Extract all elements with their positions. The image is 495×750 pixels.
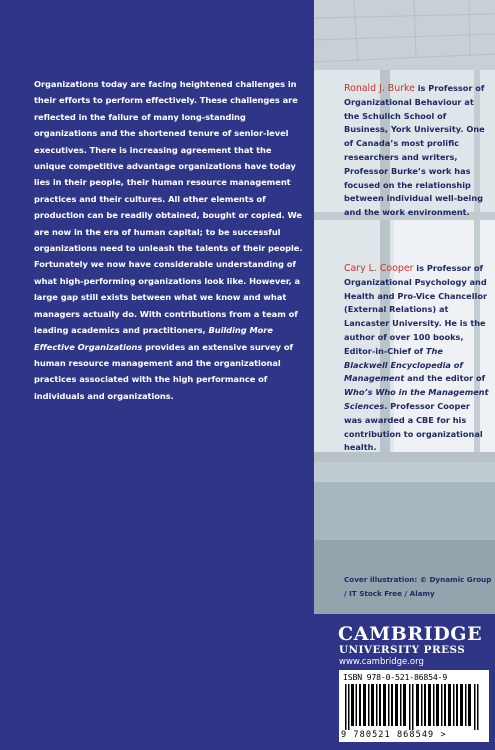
author-name-cooper: Cary L. Cooper — [344, 263, 414, 274]
author-bio-text: and the editor of — [404, 373, 486, 384]
book-title-italic: Who’s Who in the Management Sciences — [344, 387, 489, 411]
author-bio-text: . Professor Cooper was awarded a CBE for his contribution to organizational health. — [344, 400, 483, 453]
author-bio-burke — [344, 82, 489, 220]
barcode-box — [339, 670, 489, 742]
barcode-digits: 9 780521 868549 > — [341, 730, 447, 740]
publisher-url: www.cambridge.org — [339, 657, 424, 667]
book-title-italic: Building More Effective Organizations — [34, 325, 273, 352]
cover-photo-panel — [314, 0, 495, 614]
book-title-italic: The Blackwell Encyclopedia of Management — [344, 345, 463, 384]
isbn-label: ISBN 978-0-521-86854-9 — [343, 672, 448, 682]
cover-illustration-credit: Cover illustration: © Dynamic Group / IT Stock Free / Alamy — [344, 575, 492, 598]
description-text-end: provides an extensive survey of human resource management and the organizational practices associated with the high performance of individuals and organizations. — [34, 341, 294, 401]
publisher-name: CAMBRIDGE — [338, 623, 483, 645]
book-description — [34, 76, 306, 404]
barcode-icon — [345, 684, 483, 730]
author-bio-text: is Professor of Organizational Psychology and Health and Pro-Vice Chancellor (External Relations) at Lancaster University. He is the author of over 100 books, Editor-in-Chief of — [344, 263, 487, 356]
author-bio-cooper — [344, 262, 489, 455]
publisher-subtitle: UNIVERSITY PRESS — [339, 644, 466, 656]
author-bio-text: is Professor of Organizational Behaviour at the Schulich School of Business, York University. One of Canada’s most prolific researchers and writers, Professor Burke’s work has focused on the relationship between individual well-being and the work environment. — [344, 83, 485, 218]
description-text: Organizations today are facing heightened challenges in their efforts to perform effectively. These challenges are reflected in the failure of many long-standing organizations and the shortened tenure of senior-level executives. There is increasing agreement that the unique competitive advantage organizations have today lies in their people, their human resource management practices and their cultures. All other elements of production can be readily obtained, bought or copied. We are now in the era of human capital; to be successful organizations need to unleash the talents of their people. Fortunately we now have considerable understanding of what high-performing organizations look like. However, a large gap still exists between what we know and what managers actually do. With contributions from a team of leading academics and practitioners, — [34, 79, 303, 336]
author-name-burke: Ronald J. Burke — [344, 83, 415, 94]
publisher-block — [314, 614, 495, 750]
